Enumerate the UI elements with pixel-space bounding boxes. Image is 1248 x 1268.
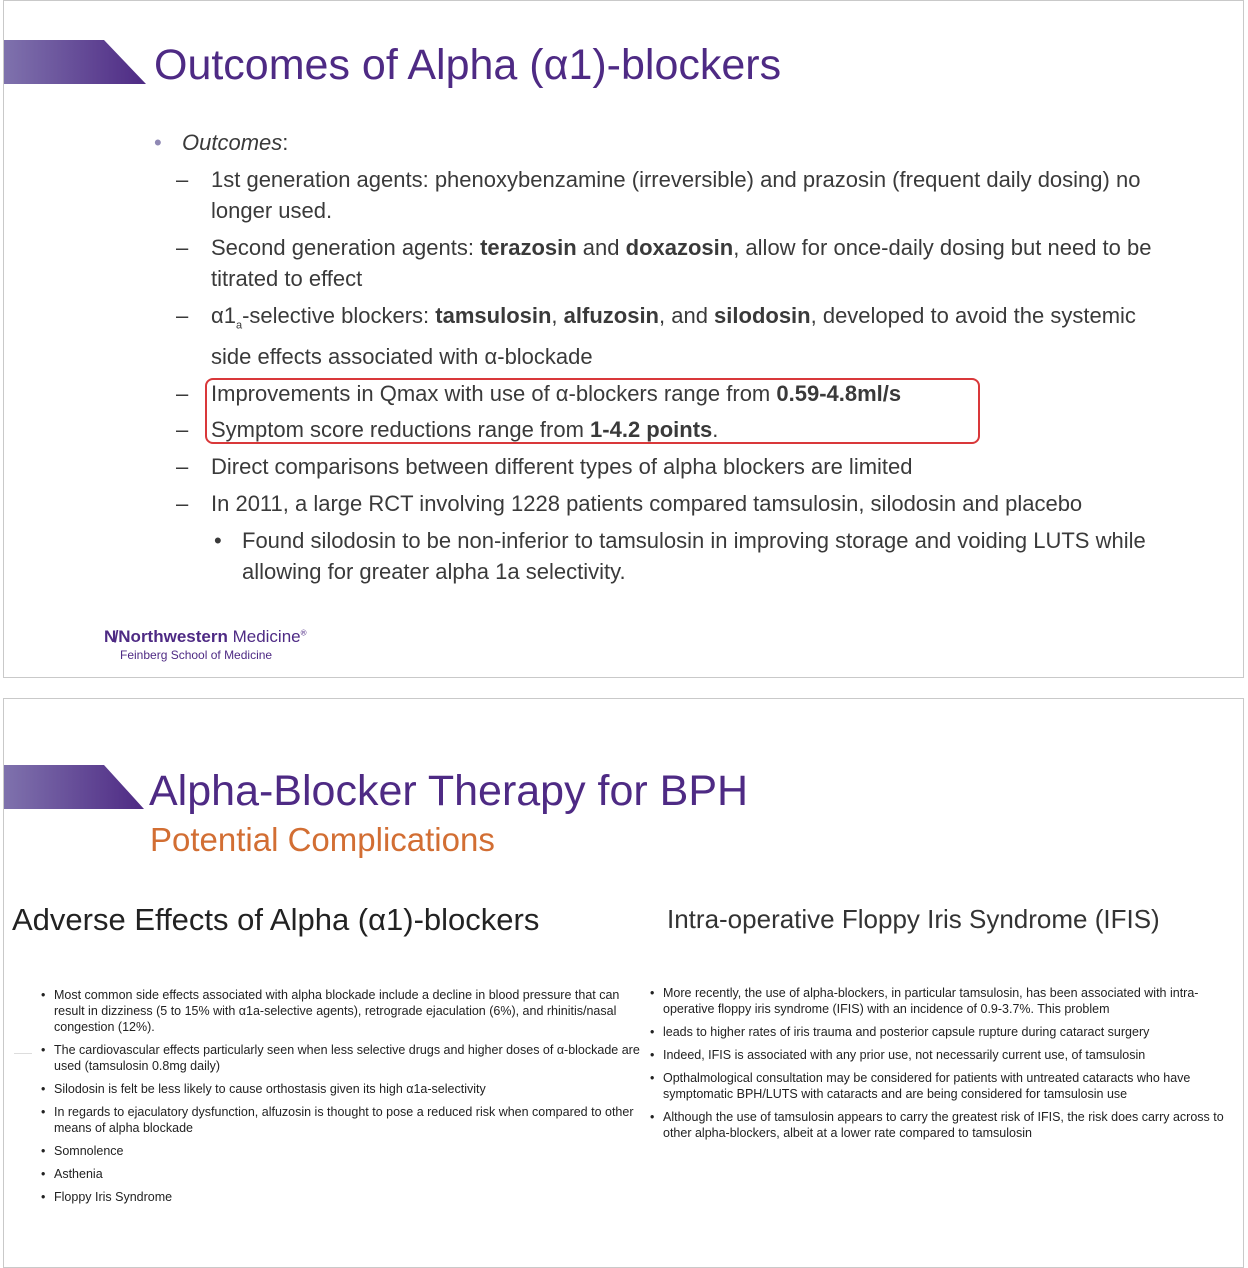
list-item: – 1st generation agents: phenoxybenzamine (irreversible) and prazosin (frequent daily dosing) no longer used. [154, 164, 1174, 226]
list-item: • Asthenia [41, 1167, 103, 1181]
logo-school: Feinberg School of Medicine [120, 648, 273, 662]
list-item: • Somnolence [41, 1144, 124, 1158]
bullet-icon: • [41, 1144, 46, 1158]
bullet-icon: • [650, 1110, 655, 1124]
adverse-effects-list [38, 987, 642, 1212]
ifis-heading: Intra-operative Floppy Iris Syndrome (IFIS) [667, 904, 1160, 934]
slide-title: Alpha-Blocker Therapy for BPH [149, 767, 749, 815]
list-item: • In regards to ejaculatory dysfunction, alfuzosin is thought to pose a reduced risk when compared to other means of alpha blockade [41, 1105, 634, 1135]
bullet-icon: • [41, 1167, 46, 1181]
list-item-symptom-score: – Symptom score reductions range from 1-4.2 points. [154, 414, 1174, 445]
list-item: • Most common side effects associated with alpha blockade include a decline in blood pressure that can result in dizziness (5 to 15% with α1a-selective agents), retrograde ejaculation (6%), and rhinitis/nasal congestion (12%). [41, 988, 620, 1034]
adverse-effects-heading: Adverse Effects of Alpha (α1)-blockers [12, 902, 540, 937]
list-item: • Indeed, IFIS is associated with any prior use, not necessarily current use, of tamsulosin [650, 1048, 1146, 1062]
title-ribbon [4, 765, 144, 809]
list-item: – $\alpha 1_a$-selective blockers: tamsulosin, alfuzosin, and silodosin, developed to avoid the systemic side effects associated with α-blockade [154, 300, 1174, 372]
outcomes-list [154, 127, 1174, 593]
slide-title: Outcomes of Alpha (α1)-blockers [154, 41, 782, 89]
list-item: • leads to higher rates of iris trauma and posterior capsule rupture during cataract surgery [650, 1025, 1150, 1039]
dash-icon: – [176, 454, 189, 480]
outcomes-label: Outcomes [182, 130, 283, 155]
divider [14, 1053, 32, 1054]
ifis-list [647, 985, 1237, 1148]
slide-outcomes [3, 0, 1244, 678]
list-item: • The cardiovascular effects particularly seen when less selective drugs and higher doses of α-blockade are used (tamsulosin 0.8mg daily) [41, 1043, 640, 1073]
list-item: – Second generation agents: terazosin and doxazosin, allow for once-daily dosing but need to be titrated to effect [154, 232, 1174, 294]
bullet-icon: • [41, 1043, 46, 1057]
dash-icon: – [176, 303, 189, 328]
list-item: – Direct comparisons between different types of alpha blockers are limited [154, 451, 1174, 482]
list-item: • Although the use of tamsulosin appears to carry the greatest risk of IFIS, the risk does carry across to other alpha-blockers, albeit at a lower rate compared to tamsulosin [650, 1110, 1224, 1140]
bullet-icon: • [41, 1105, 46, 1119]
list-item-qmax: – Improvements in Qmax with use of α-blockers range from 0.59-4.8ml/s [154, 378, 1174, 409]
bullet-icon: • [650, 1025, 655, 1039]
dash-icon: – [176, 491, 189, 517]
dash-icon: – [176, 167, 189, 192]
list-item: – In 2011, a large RCT involving 1228 patients compared tamsulosin, silodosin and placebo [154, 488, 1174, 519]
northwestern-logo: N̸ Northwestern Medicine® Feinberg School of Medicine [104, 627, 307, 662]
dash-icon: – [176, 417, 189, 443]
outcomes-heading: • Outcomes: [154, 127, 1174, 158]
dash-icon: – [176, 381, 189, 407]
list-item: • More recently, the use of alpha-blockers, in particular tamsulosin, has been associated with intra-operative floppy iris syndrome (IFIS) with an incidence of 0.9-3.7%. This problem [650, 986, 1199, 1016]
slide-subtitle: Potential Complications [150, 821, 495, 858]
dash-icon: – [176, 235, 189, 260]
bullet-icon: • [154, 130, 162, 155]
bullet-icon: • [650, 1048, 655, 1062]
bullet-icon: • [41, 1082, 46, 1096]
title-ribbon [4, 40, 146, 84]
highlight-box [205, 378, 980, 444]
nm-logo-icon: N̸ [104, 627, 115, 646]
list-item: • Floppy Iris Syndrome [41, 1190, 173, 1204]
bullet-icon: • [41, 1190, 46, 1204]
bullet-icon: • [41, 988, 46, 1002]
sub-list-item: • Found silodosin to be non-inferior to tamsulosin in improving storage and voiding LUTS while allowing for greater alpha 1a selectivity. [154, 525, 1174, 587]
slide-complications [3, 698, 1244, 1268]
bullet-icon: • [650, 1071, 655, 1085]
list-item: • Opthalmological consultation may be considered for patients with untreated cataracts who have symptomatic BPH/LUTS with cataracts and are being considered for tamsulosin use [650, 1071, 1191, 1101]
bullet-icon: • [214, 528, 222, 554]
bullet-icon: • [650, 986, 655, 1000]
list-item: • Silodosin is felt be less likely to cause orthostasis given its high α1a-selectivity [41, 1082, 486, 1096]
